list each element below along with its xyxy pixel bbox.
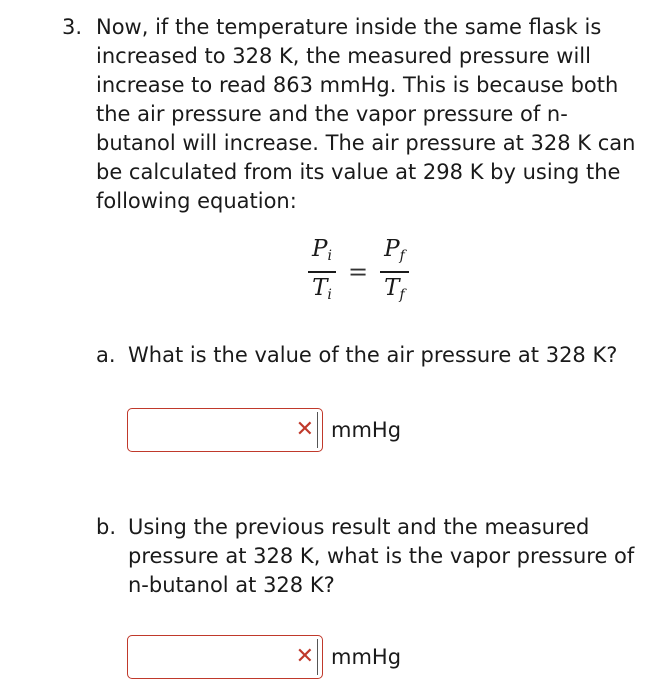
left-denominator: $T_i$ [312, 274, 332, 303]
question-line: Now, if the temperature inside the same flask is [96, 15, 602, 39]
part-a-line: What is the value of the air pressure at 328 K? [128, 343, 618, 367]
part-a-label: a. [96, 343, 116, 367]
question-line: the air pressure and the vapor pressure of n- [96, 102, 568, 126]
part-a-question [128, 341, 638, 370]
right-numerator: $P_f$ [384, 236, 405, 264]
part-a-answer-input[interactable] [134, 415, 298, 447]
part-b-unit: mmHg [331, 645, 402, 669]
incorrect-x-icon: ✕ [296, 639, 318, 675]
left-fraction [308, 234, 336, 310]
question-line: butanol will increase. The air pressure at 328 K can [96, 131, 636, 155]
incorrect-x-icon: ✕ [296, 412, 318, 448]
question-line: be calculated from its value at 298 K by using the [96, 160, 621, 184]
part-b-line: pressure at 328 K, what is the vapor pressure of [128, 544, 635, 568]
part-b-answer-box[interactable] [127, 635, 323, 679]
part-b-answer-row [127, 635, 401, 679]
part-b-line: Using the previous result and the measured [128, 515, 590, 539]
question-line: increased to 328 K, the measured pressure will [96, 44, 591, 68]
part-b-answer-input[interactable] [134, 642, 298, 674]
part-a-answer-box[interactable] [127, 408, 323, 452]
left-numerator: $P_i$ [312, 236, 332, 264]
question-number: 3. [62, 15, 83, 39]
question-line: increase to read 863 mmHg. This is because both [96, 73, 619, 97]
question-line: following equation: [96, 189, 297, 213]
gas-law-equation [308, 234, 409, 310]
part-b-line: n-butanol at 328 K? [128, 573, 335, 597]
part-a-answer-row [127, 408, 401, 452]
right-fraction [380, 234, 409, 310]
part-b-question [128, 513, 638, 600]
question-text [96, 13, 636, 216]
right-denominator: $T_f$ [384, 274, 405, 303]
part-b-label: b. [96, 515, 117, 539]
equals-sign: = [347, 257, 369, 286]
part-a-unit: mmHg [331, 418, 402, 442]
